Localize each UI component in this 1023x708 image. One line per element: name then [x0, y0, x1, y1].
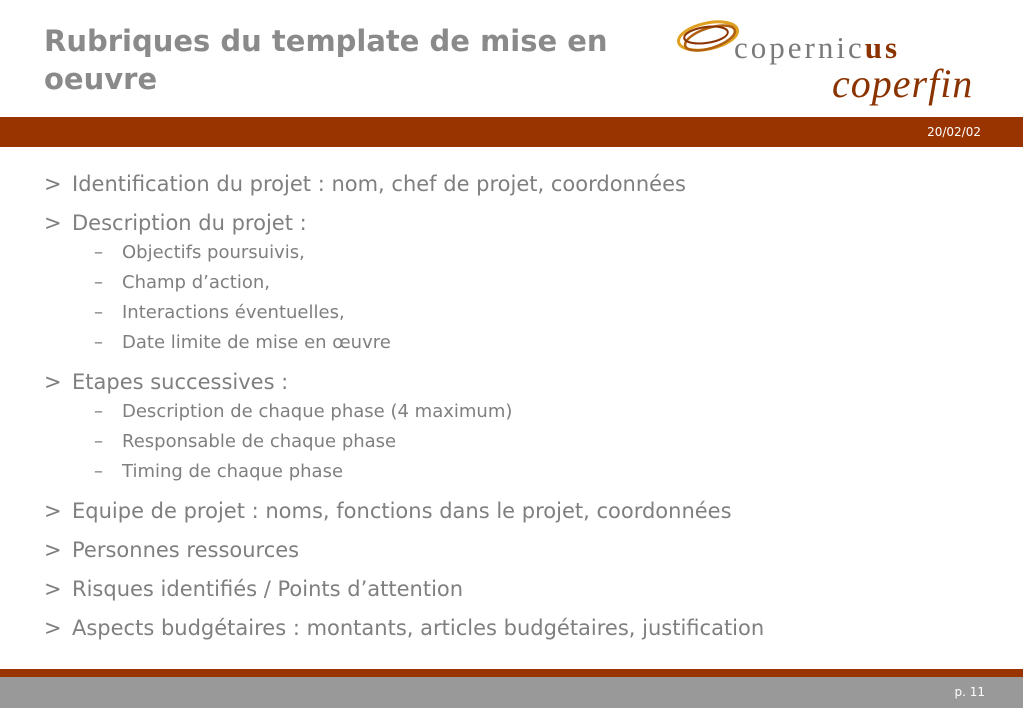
bullet-item [44, 575, 1004, 604]
sub-bullet-item [44, 457, 1004, 487]
sub-bullet-marker: – [94, 302, 103, 323]
bullet-marker: > [44, 211, 62, 235]
sub-bullet-text: Champ d’action, [122, 272, 270, 293]
sub-bullet-item [44, 298, 1004, 328]
bullet-item [44, 170, 1004, 199]
footer-band [0, 677, 1023, 708]
sub-bullet-marker: – [94, 431, 103, 452]
logo-copernicus-text: copernicus [734, 30, 901, 65]
sub-bullet-text: Responsable de chaque phase [122, 431, 397, 452]
bullet-item [44, 614, 1004, 643]
copernicus-coperfin-logo [672, 8, 1012, 112]
footer-accent-line [0, 669, 1023, 677]
bullet-item [44, 209, 1004, 238]
bullet-marker: > [44, 370, 62, 394]
bullet-text: Description du projet : [72, 211, 307, 235]
sub-bullet-text: Interactions éventuelles, [122, 302, 345, 323]
bullet-item [44, 536, 1004, 565]
bullet-item [44, 497, 1004, 526]
sub-bullet-item [44, 397, 1004, 427]
bullet-marker: > [44, 616, 62, 640]
sub-bullet-text: Objectifs poursuivis, [122, 242, 305, 263]
bullet-item [44, 368, 1004, 397]
bullet-list [44, 170, 1004, 643]
sub-bullet-text: Description de chaque phase (4 maximum) [122, 401, 513, 422]
bullet-text: Aspects budgétaires : montants, articles budgétaires, justification [72, 616, 765, 640]
sub-bullet-item [44, 427, 1004, 457]
bullet-text: Personnes ressources [72, 538, 300, 562]
sub-bullet-marker: – [94, 272, 103, 293]
sub-bullet-marker: – [94, 461, 103, 482]
bullet-marker: > [44, 577, 62, 601]
bullet-marker: > [44, 538, 62, 562]
sub-bullet-marker: – [94, 401, 103, 422]
slide-title: Rubriques du template de mise en oeuvre [44, 24, 608, 96]
bullet-text: Identification du projet : nom, chef de projet, coordonnées [72, 172, 686, 196]
sub-bullet-text: Timing de chaque phase [122, 461, 344, 482]
bullet-text: Risques identifiés / Points d’attention [72, 577, 464, 601]
logo-coperfin-text: coperfin [832, 61, 974, 106]
slide-date: 20/02/02 [927, 125, 981, 139]
bullet-marker: > [44, 172, 62, 196]
sub-bullet-item [44, 328, 1004, 358]
bullet-text: Equipe de projet : noms, fonctions dans le projet, coordonnées [72, 499, 732, 523]
sub-bullet-text: Date limite de mise en œuvre [122, 332, 391, 353]
sub-bullet-marker: – [94, 332, 103, 353]
bullet-marker: > [44, 499, 62, 523]
sub-bullet-item [44, 238, 1004, 268]
sub-bullet-marker: – [94, 242, 103, 263]
sub-bullet-item [44, 268, 1004, 298]
page-number: p. 11 [954, 685, 985, 699]
bullet-text: Etapes successives : [72, 370, 289, 394]
header-band [0, 117, 1023, 147]
